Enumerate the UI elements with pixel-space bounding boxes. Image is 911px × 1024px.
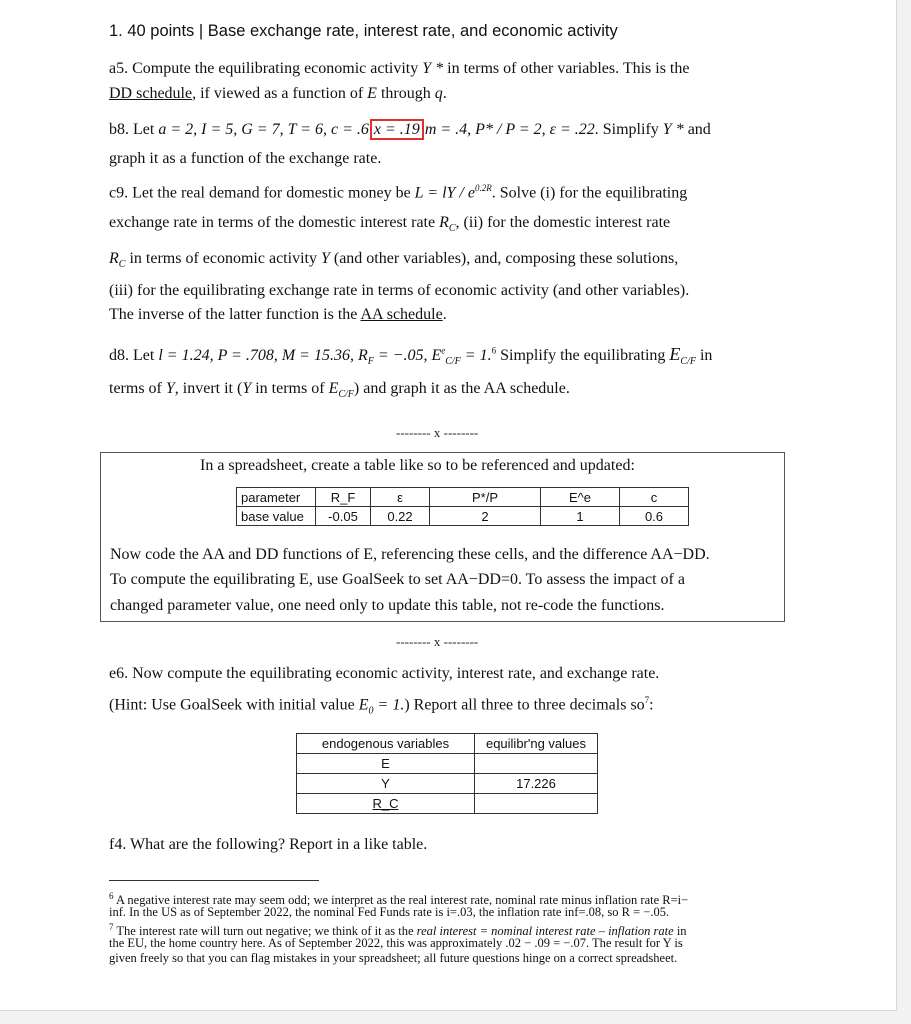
math-sub: C/F: [445, 356, 461, 368]
text: ) Report all three to three decimals so: [404, 696, 645, 714]
text: d8. Let: [109, 347, 159, 364]
question-b8-line2: graph it as a function of the exchange rate.: [109, 150, 382, 167]
table-row: [297, 794, 598, 814]
text: in: [673, 924, 687, 939]
question-b8-line1: [109, 121, 711, 139]
table-cell: R_F: [316, 488, 371, 507]
question-e6-line2: [109, 695, 654, 717]
table-cell: 1: [541, 507, 620, 526]
footnote-number: 6: [109, 891, 114, 901]
question-c9-line4: (iii) for the equilibrating exchange rate in terms of economic activity (and other variables).: [109, 282, 690, 299]
text: and: [683, 121, 711, 138]
question-c9-line5: [109, 306, 447, 324]
question-e6-line1: e6. Now compute the equilibrating economic activity, interest rate, and exchange rate.: [109, 665, 660, 682]
footnote-7-line3: given freely so that you can flag mistakes in your spreadsheet; all future questions hinge on a correct spreadsheet.: [109, 951, 678, 965]
math-sub: F: [367, 356, 374, 368]
math-sub: 0: [368, 705, 374, 717]
math-var: E: [669, 344, 681, 364]
text: The interest rate will turn out negative; we think of it as the: [116, 924, 417, 939]
footnote-ref-6: 6: [491, 345, 497, 356]
question-a5-line1: [109, 60, 689, 78]
math-var: E: [358, 696, 369, 714]
text: in terms of other variables. This is the: [443, 60, 690, 77]
dd-schedule-term: DD schedule: [109, 85, 193, 102]
box-paragraph-3: changed parameter value, one need only to update this table, not re-code the functions.: [110, 597, 665, 614]
math-params: m = .4, P* / P = 2, ε = .22: [424, 121, 595, 138]
table-cell: ε: [371, 488, 430, 507]
math-var: Y *: [662, 121, 684, 138]
math-eq: = 1.: [373, 696, 405, 714]
text: .: [442, 306, 447, 323]
math-var: Y: [242, 380, 252, 397]
endogenous-variables-table: [296, 733, 598, 814]
footnote-rule: [109, 880, 319, 881]
math-sub: C/F: [338, 389, 354, 401]
question-d8-line2: [109, 380, 570, 400]
question-c9-line1: [109, 183, 687, 202]
text: The inverse of the latter function is the: [109, 306, 361, 323]
table-row: [297, 734, 598, 754]
table-cell: c: [620, 488, 689, 507]
text-italic: real interest = nominal interest rate – inflation rate: [416, 924, 674, 939]
text: , (ii) for the domestic interest rate: [455, 214, 671, 231]
table-cell: 2: [430, 507, 541, 526]
math-eq: = −.05, E: [373, 347, 442, 364]
table-header-cell: equilibr'ng values: [475, 734, 598, 754]
text: through: [376, 85, 435, 102]
math-params: a = 2, I = 5, G = 7, T = 6, c = .6: [158, 121, 369, 138]
table-row: [237, 488, 689, 507]
text: c9. Let the real demand for domestic money be: [109, 184, 415, 202]
text: in terms of: [251, 380, 329, 397]
text: b8. Let: [109, 121, 159, 138]
math-sup: e: [441, 345, 446, 356]
table-cell: 0.6: [620, 507, 689, 526]
text: , if viewed as a function of: [192, 85, 368, 102]
table-cell: 17.226: [475, 774, 598, 794]
text: Simplify the equilibrating: [496, 347, 670, 364]
box-paragraph-1: Now code the AA and DD functions of E, referencing these cells, and the difference AA−DD.: [110, 546, 710, 563]
text: ) and graph it as the AA schedule.: [353, 380, 570, 397]
footnote-ref-7: 7: [644, 695, 650, 705]
question-a5-line2: [109, 85, 447, 103]
table-cell: [475, 794, 598, 814]
footnote-number: 7: [109, 922, 114, 932]
text: :: [649, 696, 654, 714]
text: . Simplify: [594, 121, 663, 138]
table-cell: [475, 754, 598, 774]
math-exp: 0.2R: [474, 183, 492, 193]
math-var: E: [328, 380, 339, 397]
parameter-table: [236, 487, 689, 526]
table-cell: Y: [297, 774, 475, 794]
question-d8-line1: [109, 344, 712, 367]
table-header-cell: endogenous variables: [297, 734, 475, 754]
table-row: [297, 754, 598, 774]
math-var: R: [109, 250, 119, 267]
table-row: [237, 507, 689, 526]
text: in: [695, 347, 713, 364]
text: in terms of economic activity: [125, 250, 321, 267]
text: terms of: [109, 380, 166, 397]
text: (Hint: Use GoalSeek with initial value: [109, 696, 359, 714]
text: exchange rate in terms of the domestic interest rate: [109, 214, 440, 231]
box-intro: In a spreadsheet, create a table like so to be referenced and updated:: [200, 457, 635, 474]
text: a5. Compute the equilibrating economic activity: [109, 60, 423, 77]
math-var: Y: [320, 250, 330, 267]
page-heading: 1. 40 points | Base exchange rate, interest rate, and economic activity: [109, 22, 618, 40]
text: .: [442, 85, 447, 102]
footnote-7-line2: the EU, the home country here. As of September 2022, this was approximately .02 − .09 = −.07. The result for Y is: [109, 936, 683, 950]
math-var: E: [367, 85, 377, 102]
text: A negative interest rate may seem odd; we interpret as the real interest rate, nominal rate minus inflation rate R=i−: [115, 893, 689, 908]
question-c9-line3: [109, 250, 678, 270]
box-paragraph-2: To compute the equilibrating E, use GoalSeek to set AA−DD=0. To assess the impact of a: [110, 571, 685, 588]
text: . Solve (i) for the equilibrating: [491, 184, 688, 202]
math-var: R: [439, 214, 449, 231]
table-cell: R_C: [297, 794, 475, 814]
math-sub: C: [118, 259, 126, 271]
table-cell: parameter: [237, 488, 316, 507]
aa-schedule-term: AA schedule: [360, 306, 443, 323]
footnote-6-line2: inf. In the US as of September 2022, the nominal Fed Funds rate is i=.03, the inflation rate inf=.08, so R = −.05.: [109, 905, 670, 919]
highlighted-param-box: x = .19: [370, 119, 424, 140]
math-var: Y *: [422, 60, 444, 77]
table-cell: base value: [237, 507, 316, 526]
math-eq: l = 1.24, P = .708, M = 15.36, R: [158, 347, 368, 364]
math-eq: = 1.: [460, 347, 492, 364]
table-cell: E: [297, 754, 475, 774]
table-row: [297, 774, 598, 794]
table-cell: 0.22: [371, 507, 430, 526]
text: (and other variables), and, composing these solutions,: [329, 250, 679, 267]
math-var: Y: [165, 380, 175, 397]
math-sub: C/F: [680, 356, 696, 368]
math-var: q: [434, 85, 443, 102]
math-eq: L = lY / e: [414, 184, 475, 202]
text: , invert it (: [174, 380, 243, 397]
question-c9-line2: [109, 214, 670, 234]
separator: -------- x --------: [396, 634, 479, 649]
question-f4: f4. What are the following? Report in a like table.: [109, 836, 428, 853]
table-cell: E^e: [541, 488, 620, 507]
table-cell: P*/P: [430, 488, 541, 507]
separator: -------- x --------: [396, 425, 479, 440]
math-sub: C: [448, 223, 456, 235]
table-cell: -0.05: [316, 507, 371, 526]
